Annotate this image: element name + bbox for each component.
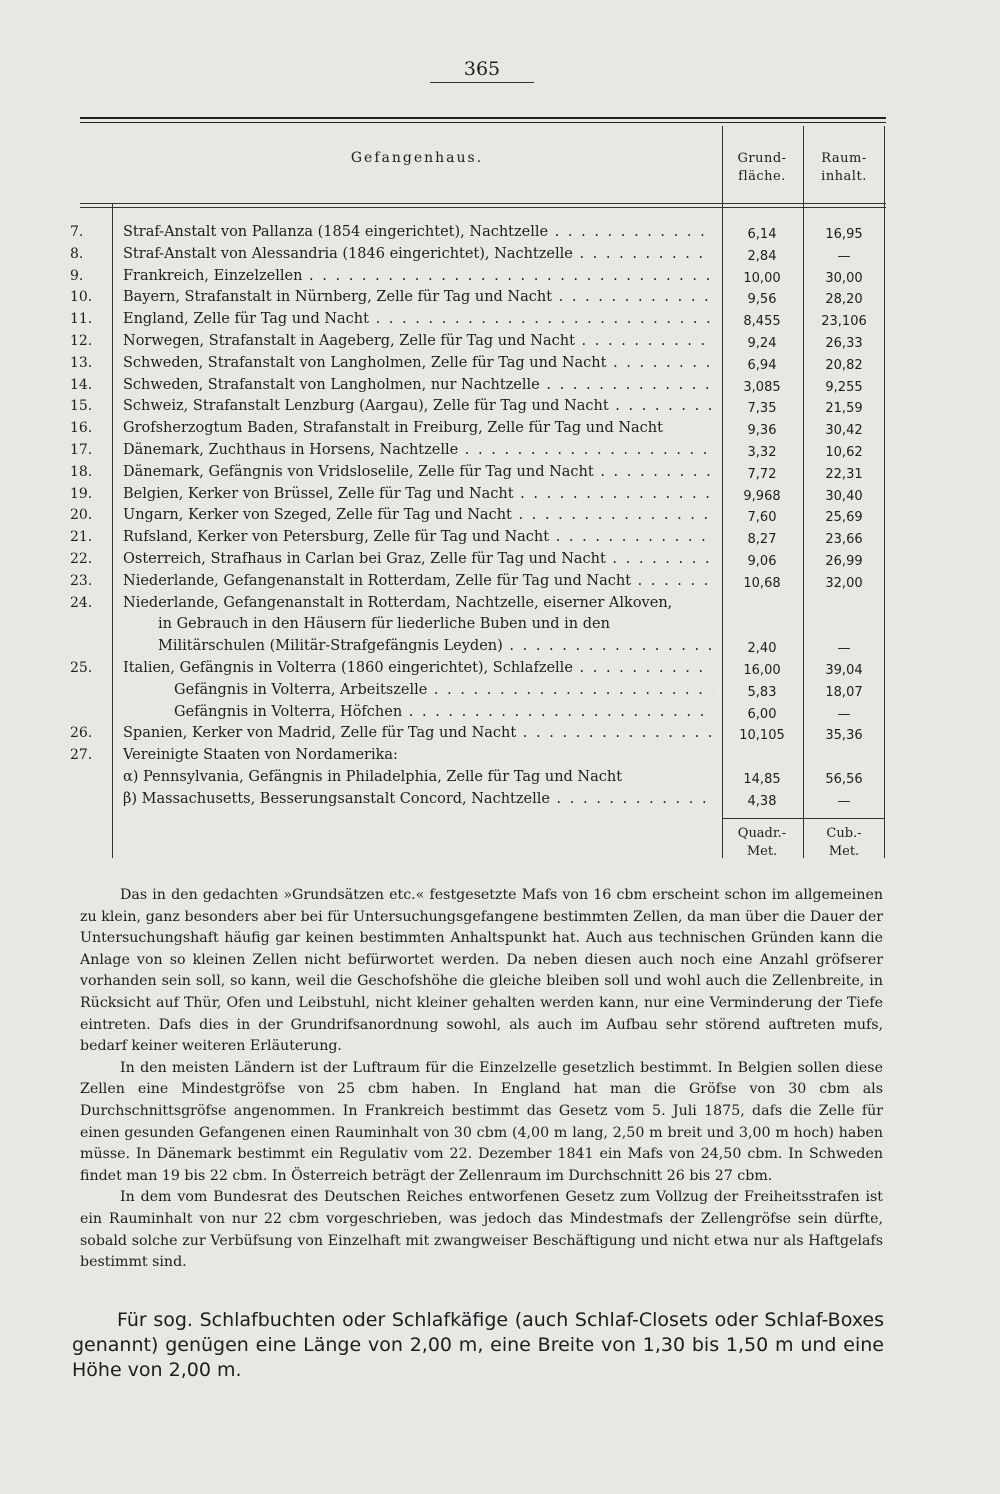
table-top-rule	[80, 117, 886, 119]
paragraph-schlafbuchten: Für sog. Schlafbuchten oder Schlafkäfige (auch Schlaf-Closets oder Schlaf-Boxes genannt) genügen eine Länge von 2,00 m, eine Breite von 1,30 bis 1,50 m und eine Höhe von 2,00 m.	[72, 1309, 884, 1381]
column-header-grundflaeche	[722, 150, 802, 186]
table-row	[0, 769, 1000, 791]
row-rauminhalt: —	[837, 248, 851, 264]
row-description: Frankreich, Einzelzellen . . .	[123, 268, 713, 284]
table-row	[0, 573, 1000, 595]
row-description: Italien, Gefängnis in Volterra (1860 eingerichtet), Schlafzelle . . .	[123, 660, 713, 676]
row-number: 27.	[70, 747, 93, 764]
row-number: 26.	[70, 725, 93, 742]
row-number: 20.	[70, 507, 93, 524]
row-description: England, Zelle für Tag und Nacht . . .	[123, 311, 713, 327]
row-rauminhalt: 25,69	[825, 510, 863, 526]
table-row	[0, 268, 1000, 290]
row-grundflaeche: 2,40	[747, 641, 777, 657]
row-description: Schweden, Strafanstalt von Langholmen, nur Nachtzelle . . .	[123, 377, 713, 393]
table-row	[0, 333, 1000, 355]
row-number: 21.	[70, 529, 93, 546]
row-number: 15.	[70, 398, 93, 415]
table-row	[0, 420, 1000, 442]
row-number: 19.	[70, 485, 93, 502]
row-grundflaeche: 2,84	[747, 248, 777, 264]
row-description: Grofsherzogtum Baden, Strafanstalt in Freiburg, Zelle für Tag und Nacht	[123, 420, 663, 437]
table-row	[0, 311, 1000, 333]
table-row	[0, 616, 1000, 638]
row-rauminhalt: —	[837, 793, 851, 809]
unit-volume-line1: Cub.-	[826, 826, 862, 841]
table-row	[0, 725, 1000, 747]
row-grundflaeche: 9,56	[747, 292, 777, 308]
row-grundflaeche: 6,14	[747, 227, 777, 242]
table-row	[0, 595, 1000, 617]
row-grundflaeche: 10,00	[743, 270, 781, 286]
row-rauminhalt: 28,20	[825, 292, 863, 308]
row-rauminhalt: —	[837, 706, 851, 722]
table-row	[0, 289, 1000, 311]
table-row	[0, 682, 1000, 704]
row-grundflaeche: 9,06	[747, 554, 777, 569]
header-area-line1: Grund-	[737, 151, 787, 166]
header-area-line2: fläche.	[738, 169, 786, 184]
row-number: 13.	[70, 354, 93, 371]
table-row	[0, 747, 1000, 769]
table-row	[0, 486, 1000, 508]
row-description: Spanien, Kerker von Madrid, Zelle für Tag und Nacht . . .	[123, 725, 713, 741]
header-volume-line1: Raum-	[821, 151, 867, 166]
row-number: 12.	[70, 333, 93, 349]
table-row	[0, 551, 1000, 573]
row-rauminhalt: 23,106	[821, 314, 867, 330]
unit-volume-line2: Met.	[828, 844, 860, 859]
body-text	[80, 885, 883, 1274]
table-row	[0, 507, 1000, 529]
row-rauminhalt: 56,56	[825, 772, 863, 787]
row-number: 16.	[70, 420, 93, 437]
row-number: 9.	[70, 267, 84, 284]
row-description: β) Massachusetts, Besserungsanstalt Concord, Nachtzelle . . .	[123, 791, 713, 807]
row-grundflaeche: 6,00	[747, 706, 777, 722]
table-row	[0, 464, 1000, 486]
row-grundflaeche: 4,38	[747, 793, 777, 809]
row-rauminhalt: 23,66	[825, 532, 863, 548]
unit-area	[722, 825, 802, 861]
table-row	[0, 660, 1000, 682]
row-rauminhalt: 18,07	[825, 684, 863, 700]
row-rauminhalt: 35,36	[825, 728, 863, 744]
row-rauminhalt: 30,42	[825, 423, 863, 439]
row-grundflaeche: 9,968	[743, 488, 781, 504]
table-row	[0, 224, 1000, 246]
row-grundflaeche: 7,60	[747, 510, 777, 526]
row-number: 24.	[70, 594, 93, 611]
row-description: in Gebrauch in den Häusern für liederliche Buben und in den	[158, 616, 610, 633]
row-rauminhalt: 22,31	[825, 466, 863, 482]
row-description: Ungarn, Kerker von Szeged, Zelle für Tag und Nacht . . .	[123, 507, 713, 523]
row-grundflaeche: 8,455	[743, 314, 781, 330]
row-grundflaeche: 16,00	[743, 663, 781, 678]
unit-area-line2: Met.	[746, 844, 778, 859]
unit-rule	[722, 818, 885, 819]
row-grundflaeche: 9,36	[747, 423, 777, 439]
row-rauminhalt: 10,62	[825, 445, 863, 460]
table-row	[0, 442, 1000, 464]
row-description: Gefängnis in Volterra, Höfchen . . .	[174, 704, 713, 720]
row-rauminhalt: 39,04	[825, 663, 863, 678]
table-row	[0, 398, 1000, 420]
row-description: Niederlande, Gefangenanstalt in Rotterdam, Zelle für Tag und Nacht . . .	[123, 573, 713, 589]
row-description: Vereinigte Staaten von Nordamerika:	[123, 747, 398, 764]
row-description: Schweden, Strafanstalt von Langholmen, Zelle für Tag und Nacht . . .	[123, 355, 713, 371]
row-grundflaeche: 9,24	[747, 336, 777, 351]
column-header-rauminhalt	[803, 150, 885, 186]
row-grundflaeche: 7,35	[747, 401, 777, 417]
row-grundflaeche: 5,83	[747, 684, 777, 700]
row-grundflaeche: 6,94	[747, 357, 777, 373]
row-number: 22.	[70, 551, 93, 567]
row-description: α) Pennsylvania, Gefängnis in Philadelphia, Zelle für Tag und Nacht	[123, 769, 623, 785]
row-rauminhalt: 30,00	[825, 270, 863, 286]
header-rule	[80, 203, 886, 204]
row-description: Bayern, Strafanstalt in Nürnberg, Zelle für Tag und Nacht . . .	[123, 289, 713, 305]
row-number: 14.	[70, 376, 93, 393]
row-grundflaeche: 3,085	[743, 379, 781, 395]
row-description: Straf-Anstalt von Alessandria (1846 eingerichtet), Nachtzelle . . .	[123, 246, 713, 262]
row-grundflaeche: 3,32	[747, 445, 777, 460]
header-rule-thin	[80, 207, 886, 208]
paragraph-laender: In den meisten Ländern ist der Luftraum für die Einzelzelle gesetzlich bestimmt. In Belgien sollen diese Zellen eine Mindestgröfse von 25 cbm haben. In England hat man die Gröfse von 30 cbm als Durchschnittsgröfse angenommen. In Frankreich bestimmt das Gesetz vom 5. Juli 1875, dafs die Zelle für einen gesunden Gefangenen einen Rauminhalt von 30 cbm (4,00 m lang, 2,50 m breit und 3,00 m hoch) haben müsse. In Dänemark bestimmt ein Regulativ vom 22. Dezember 1841 ein Mafs von 24,50 cbm. In Schweden findet man 19 bis 22 cbm. In Österreich beträgt der Zellenraum im Durchschnitt 26 bis 27 cbm.	[80, 1059, 883, 1184]
column-header-gefangenhaus: Gefangenhaus.	[350, 150, 484, 166]
table-top-rule-thin	[80, 122, 886, 123]
header-volume-line2: inhalt.	[821, 169, 867, 184]
row-number: 7.	[70, 224, 84, 240]
row-number: 8.	[70, 245, 84, 262]
row-description: Niederlande, Gefangenanstalt in Rotterdam, Nachtzelle, eiserner Alkoven,	[123, 594, 673, 611]
row-rauminhalt: 20,82	[825, 357, 863, 373]
table-row	[0, 529, 1000, 551]
table-row	[0, 355, 1000, 377]
row-number: 23.	[70, 572, 93, 589]
row-description: Straf-Anstalt von Pallanza (1854 eingerichtet), Nachtzelle . . .	[123, 224, 713, 240]
table-row	[0, 791, 1000, 813]
table-row	[0, 638, 1000, 660]
table-row	[0, 704, 1000, 726]
row-grundflaeche: 7,72	[747, 466, 777, 482]
row-rauminhalt: 26,33	[825, 336, 863, 351]
paragraph-grundsaetze: Das in den gedachten »Grundsätzen etc.« festgesetzte Mafs von 16 cbm erscheint schon im allgemeinen zu klein, ganz besonders aber bei für Untersuchungsgefangene bestimmten Zellen, da man über die Dauer der Untersuchungshaft häufig gar keinen bestimmten Anhaltspunkt hat. Auch aus technischen Gründen kann die Anlage von so kleinen Zellen nicht befürwortet werden. Da neben diesen auch noch eine Anzahl gröfserer vorhanden sein soll, so kann, weil die Geschofshöhe die gleiche bleiben soll und wohl auch die Zellenbreite, in Rücksicht auf Thür, Ofen und Leibstuhl, nicht kleiner gehalten werden kann, nur eine Verminderung der Tiefe eintreten. Dafs dies in der Grundrifsanordnung sowohl, als auch im Aufbau sehr störend auftreten mufs, bedarf keiner weiteren Erläuterung.	[80, 887, 883, 1055]
row-description: Dänemark, Zuchthaus in Horsens, Nachtzelle . . .	[123, 442, 713, 458]
row-grundflaeche: 8,27	[747, 532, 777, 548]
page-number: 365	[430, 58, 534, 83]
table-row	[0, 246, 1000, 268]
row-description: Norwegen, Strafanstalt in Aageberg, Zelle für Tag und Nacht . . .	[123, 333, 713, 349]
row-grundflaeche: 14,85	[743, 772, 781, 787]
row-description: Dänemark, Gefängnis von Vridsloselile, Zelle für Tag und Nacht . . .	[123, 464, 713, 480]
unit-volume	[803, 825, 885, 861]
row-description: Schweiz, Strafanstalt Lenzburg (Aargau), Zelle für Tag und Nacht . . .	[123, 398, 713, 414]
row-description: Militärschulen (Militär-Strafgefängnis Leyden) . . .	[158, 638, 713, 654]
row-description: Osterreich, Strafhaus in Carlan bei Graz, Zelle für Tag und Nacht . . .	[123, 551, 713, 567]
row-rauminhalt: —	[837, 641, 851, 657]
row-number: 10.	[70, 289, 93, 306]
row-rauminhalt: 26,99	[825, 554, 863, 569]
row-description: Belgien, Kerker von Brüssel, Zelle für Tag und Nacht . . .	[123, 486, 713, 502]
row-rauminhalt: 30,40	[825, 488, 863, 504]
row-rauminhalt: 32,00	[825, 575, 863, 591]
row-grundflaeche: 10,68	[743, 575, 781, 591]
row-rauminhalt: 16,95	[825, 227, 863, 242]
row-number: 17.	[70, 442, 93, 458]
table-row	[0, 377, 1000, 399]
row-number: 25.	[70, 660, 93, 676]
row-grundflaeche: 10,105	[739, 728, 785, 744]
row-rauminhalt: 21,59	[825, 401, 863, 417]
row-description: Rufsland, Kerker von Petersburg, Zelle für Tag und Nacht . . .	[123, 529, 713, 545]
row-number: 18.	[70, 463, 93, 480]
paragraph-bundesrat: In dem vom Bundesrat des Deutschen Reiches entworfenen Gesetz zum Vollzug der Freiheitsstrafen ist ein Rauminhalt von nur 22 cbm vorgeschrieben, was jedoch das Mindestmafs der Zellengröfse sein dürfte, sobald solche zur Verbüfsung von Einzelhaft mit zwangweiser Beschäftigung und nicht etwa nur als Haftgelafs bestimmt sind.	[80, 1189, 883, 1271]
row-rauminhalt: 9,255	[825, 379, 863, 395]
row-number: 11.	[70, 311, 93, 328]
row-description: Gefängnis in Volterra, Arbeitszelle . . .	[174, 682, 713, 698]
unit-area-line1: Quadr.-	[737, 826, 787, 841]
